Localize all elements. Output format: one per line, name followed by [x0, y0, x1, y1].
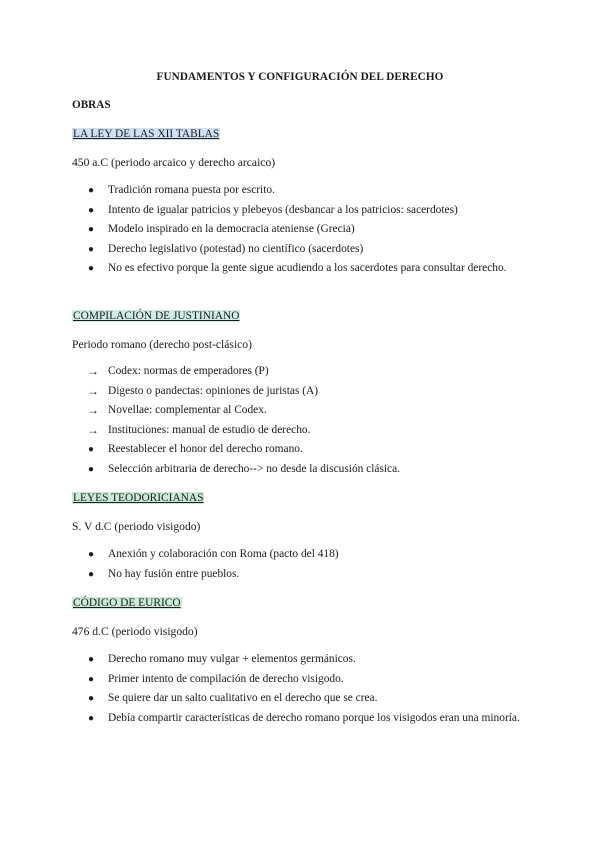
- bullet-marker: ●: [88, 185, 95, 196]
- list-item-text: Derecho romano muy vulgar + elementos germánicos.: [108, 653, 356, 665]
- list-item: [0, 709, 528, 729]
- bullet-list-xii-tablas: [0, 181, 600, 279]
- section-heading-eurico: CÓDIGO DE EURICO: [73, 597, 181, 609]
- page-title: FUNDAMENTOS Y CONFIGURACIÓN DEL DERECHO: [156, 71, 444, 83]
- bullet-marker: ●: [88, 654, 95, 665]
- bullet-marker: ●: [88, 444, 95, 456]
- list-item-text: Tradición romana puesta por escrito.: [108, 184, 275, 196]
- section-intro-teodoricianas: S. V d.C (periodo visigodo): [72, 520, 201, 533]
- section-heading-xii-tablas: LA LEY DE LAS XII TABLAS: [73, 128, 220, 140]
- list-item: [0, 181, 528, 201]
- list-item: [0, 650, 528, 670]
- section-intro-eurico: 476 d.C (periodo visigodo): [72, 625, 198, 638]
- section-heading-justiniano: COMPILACIÓN DE JUSTINIANO: [73, 310, 240, 322]
- list-item: [0, 565, 528, 585]
- list-item-text: Anexión y colaboración con Roma (pacto del 418): [108, 548, 339, 560]
- bullet-marker: ●: [88, 463, 95, 475]
- list-item-text: Codex: normas de emperadores (P): [108, 365, 269, 377]
- bullet-list-justiniano: [0, 362, 600, 480]
- list-item: [0, 201, 528, 221]
- list-item-text: No hay fusión entre pueblos.: [108, 567, 240, 580]
- bullet-marker: ●: [88, 243, 95, 255]
- bullet-list-teodoricianas: [0, 545, 600, 584]
- bullet-marker: ●: [88, 693, 95, 705]
- subtitle-obras: OBRAS: [72, 99, 111, 111]
- list-item: [0, 421, 528, 441]
- list-item-text: Selección arbitraria de derecho--> no desde la discusión clásica.: [108, 462, 401, 475]
- list-item-text: Primer intento de compilación de derecho visigodo.: [108, 672, 344, 685]
- bullet-marker: ●: [88, 712, 95, 724]
- bullet-marker: ●: [88, 204, 95, 216]
- section-heading-teodoricianas: LEYES TEODORICIANAS: [73, 492, 204, 504]
- list-item: [0, 382, 528, 402]
- list-item: [0, 259, 528, 279]
- list-item-text: Derecho legislativo (potestad) no científico (sacerdotes): [108, 242, 364, 255]
- list-item-text: Novellae: complementar al Codex.: [108, 404, 267, 417]
- list-item-text: Modelo inspirado en la democracia ateniense (Grecia): [108, 223, 355, 236]
- list-item: [0, 689, 528, 709]
- list-item: [0, 670, 528, 690]
- list-item: [0, 401, 528, 421]
- list-item: [0, 362, 528, 382]
- section-intro-justiniano: Periodo romano (derecho post-clásico): [72, 338, 252, 351]
- bullet-marker: ●: [88, 549, 95, 560]
- section-intro-xii-tablas: 450 a.C (periodo arcaico y derecho arcaico): [72, 156, 276, 169]
- list-item: [0, 440, 528, 460]
- bullet-marker: ●: [88, 263, 95, 275]
- bullet-marker: ●: [88, 224, 95, 236]
- list-item-text: Reestablecer el honor del derecho romano.: [108, 443, 303, 456]
- arrow-marker: →: [87, 383, 99, 398]
- list-item-text: Se quiere dar un salto cualitativo en el derecho que se crea.: [108, 692, 378, 705]
- list-item-text: Digesto o pandectas: opiniones de juristas (A): [108, 384, 319, 397]
- list-item-text: Instituciones: manual de estudio de derecho.: [108, 423, 311, 436]
- arrow-marker: →: [87, 364, 99, 378]
- list-item-text: Intento de igualar patricios y plebeyos (desbancar a los patricios: sacerdotes): [108, 203, 458, 216]
- arrow-marker: →: [87, 403, 99, 418]
- list-item: [0, 460, 528, 480]
- arrow-marker: →: [87, 422, 99, 437]
- bullet-list-eurico: [0, 650, 600, 728]
- list-item: [0, 240, 528, 260]
- list-item-text: Debía compartir características de derecho romano porque los visigodos eran una minoría.: [108, 711, 520, 724]
- bullet-marker: ●: [88, 673, 95, 685]
- list-item: [0, 220, 528, 240]
- bullet-marker: ●: [88, 568, 95, 580]
- list-item-text: No es efectivo porque la gente sigue acudiendo a los sacerdotes para consultar derecho.: [108, 262, 507, 275]
- list-item: [0, 545, 528, 565]
